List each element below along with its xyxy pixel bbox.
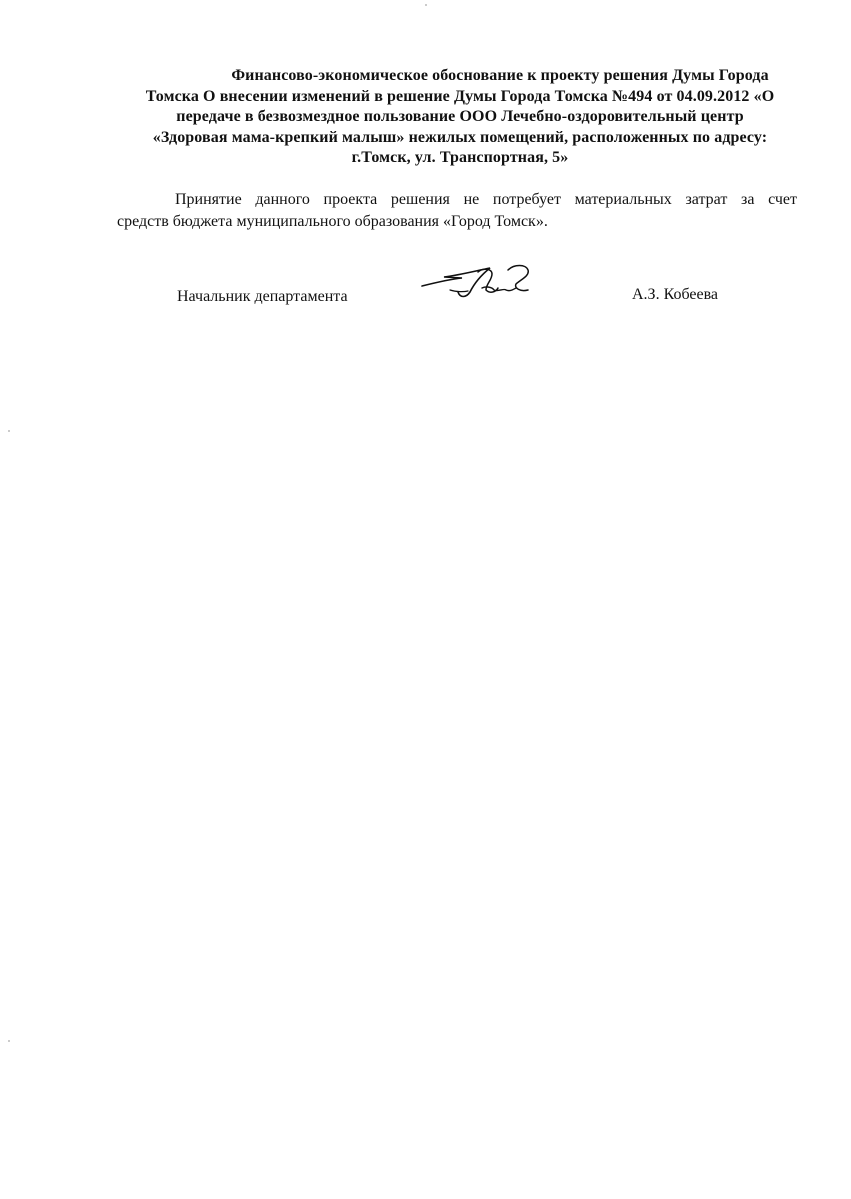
scan-speck bbox=[8, 1040, 10, 1042]
body-line: средств бюджета муниципального образования «Город Томск». bbox=[117, 213, 548, 230]
body-paragraph bbox=[117, 189, 797, 233]
scan-speck bbox=[425, 4, 427, 6]
title-line: «Здоровая мама-крепкий малыш» нежилых помещений, расположенных по адресу: bbox=[152, 128, 768, 146]
title-line: Финансово-экономическое обоснование к проекту решения Думы Города bbox=[231, 67, 769, 84]
signatory-name: А.З. Кобеева bbox=[632, 286, 719, 303]
body-line: Принятие данного проекта решения не потребует материальных затрат за счет bbox=[175, 191, 797, 208]
signatory-position: Начальник департамента bbox=[177, 288, 348, 305]
handwritten-signature bbox=[420, 262, 535, 304]
title-line: г.Томск, ул. Транспортная, 5» bbox=[351, 149, 569, 166]
title-line: Томска О внесении изменений в решение Думы Города Томска №494 от 04.09.2012 «О bbox=[145, 87, 775, 105]
title-line: передаче в безвозмездное пользование ООО Лечебно-оздоровительный центр bbox=[176, 108, 744, 125]
scan-speck bbox=[8, 430, 10, 432]
document-title bbox=[110, 66, 810, 169]
